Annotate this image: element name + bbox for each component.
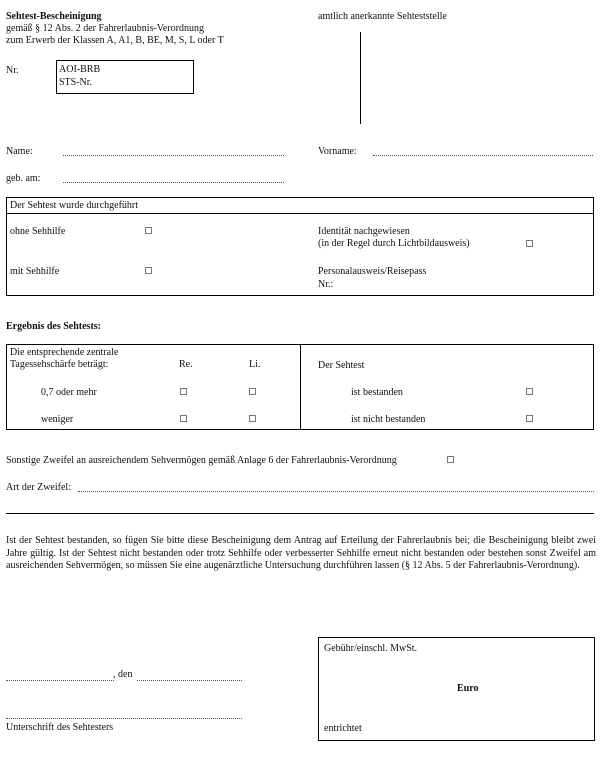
left-eye-header: Li. bbox=[249, 359, 261, 370]
number-label: Nr. bbox=[6, 65, 19, 76]
id-number-label: Nr.: bbox=[318, 279, 334, 290]
fee-paid-label: entrichtet bbox=[324, 723, 362, 734]
acuity-label-line1: Die entsprechende zentrale bbox=[10, 347, 119, 358]
acuity-good-left-checkbox[interactable] bbox=[249, 388, 256, 395]
number-value-sts: STS-Nr. bbox=[59, 77, 93, 88]
result-heading: Ergebnis des Sehtests: bbox=[6, 321, 102, 332]
right-eye-header: Re. bbox=[179, 359, 193, 370]
doubts-kind-field[interactable] bbox=[78, 491, 594, 492]
notice-text: Ist der Sehtest bestanden, so fügen Sie bitte diese Bescheinigung dem Antrag auf Erteilung der Fahrerlaubnis bei; die Bescheinigung bleibt zwei Jahre gültig. Ist der Sehtest nicht bestanden oder trotz Sehhilfe oder verbesserter Sehhilfe erneut nicht bestanden oder bestehen sonst Zweifel am ausreichenden Sehvermögen, so müssen Sie eine augenärztliche Untersuchung durchführen lassen (§ 12 Abs. 5 der Fahrerlaubnis-Verordnung). bbox=[6, 535, 596, 571]
fee-currency: Euro bbox=[457, 683, 479, 694]
form-title: Sehtest-Bescheinigung bbox=[6, 11, 102, 22]
form-subtitle-classes: zum Erwerb der Klassen A, A1, B, BE, M, S, L oder T bbox=[6, 35, 224, 46]
acuity-label-line2: Tagessehschärfe beträgt: bbox=[10, 359, 109, 370]
doubts-label: Sonstige Zweifel an ausreichendem Sehvermögen gemäß Anlage 6 der Fahrerlaubnis-Verordnung bbox=[6, 455, 397, 466]
name-label: Name: bbox=[6, 146, 33, 157]
date-separator: , den bbox=[113, 669, 133, 680]
identity-checkbox[interactable] bbox=[526, 240, 533, 247]
station-divider bbox=[360, 32, 361, 124]
birthdate-field[interactable] bbox=[63, 182, 284, 183]
acuity-less-left-checkbox[interactable] bbox=[249, 415, 256, 422]
passed-label: ist bestanden bbox=[351, 387, 403, 398]
vorname-field[interactable] bbox=[373, 155, 593, 156]
without-aid-checkbox[interactable] bbox=[145, 227, 152, 234]
with-aid-label: mit Sehhilfe bbox=[10, 266, 60, 277]
vorname-label: Vorname: bbox=[318, 146, 357, 157]
failed-checkbox[interactable] bbox=[526, 415, 533, 422]
test-result-label: Der Sehtest bbox=[318, 360, 365, 371]
passed-checkbox[interactable] bbox=[526, 388, 533, 395]
result-divider bbox=[300, 344, 301, 430]
station-label: amtlich anerkannte Sehteststelle bbox=[318, 11, 447, 22]
acuity-good-label: 0,7 oder mehr bbox=[41, 387, 97, 398]
number-value-primary: AOI-BRB bbox=[59, 64, 101, 75]
without-aid-label: ohne Sehhilfe bbox=[10, 226, 66, 237]
acuity-less-label: weniger bbox=[41, 414, 74, 425]
signature-field[interactable] bbox=[6, 718, 242, 719]
failed-label: ist nicht bestanden bbox=[351, 414, 426, 425]
signature-label: Unterschrift des Sehtesters bbox=[6, 722, 114, 733]
doubts-bottom-rule bbox=[6, 513, 594, 514]
place-field[interactable] bbox=[6, 680, 114, 681]
test-conducted-title: Der Sehtest wurde durchgeführt bbox=[10, 200, 139, 211]
id-document-label: Personalausweis/Reisepass bbox=[318, 266, 427, 277]
test-conducted-divider bbox=[6, 213, 594, 214]
form-subtitle-legal: gemäß § 12 Abs. 2 der Fahrerlaubnis-Verordnung bbox=[6, 23, 205, 34]
acuity-less-right-checkbox[interactable] bbox=[180, 415, 187, 422]
with-aid-checkbox[interactable] bbox=[145, 267, 152, 274]
doubts-checkbox[interactable] bbox=[447, 456, 454, 463]
name-field[interactable] bbox=[63, 155, 284, 156]
date-field[interactable] bbox=[137, 680, 242, 681]
fee-label: Gebühr/einschl. MwSt. bbox=[324, 643, 418, 654]
birthdate-label: geb. am: bbox=[6, 173, 41, 184]
acuity-good-right-checkbox[interactable] bbox=[180, 388, 187, 395]
identity-hint: (in der Regel durch Lichtbildausweis) bbox=[318, 238, 470, 249]
identity-label: Identität nachgewiesen bbox=[318, 226, 410, 237]
doubts-kind-label: Art der Zweifel: bbox=[6, 482, 71, 493]
